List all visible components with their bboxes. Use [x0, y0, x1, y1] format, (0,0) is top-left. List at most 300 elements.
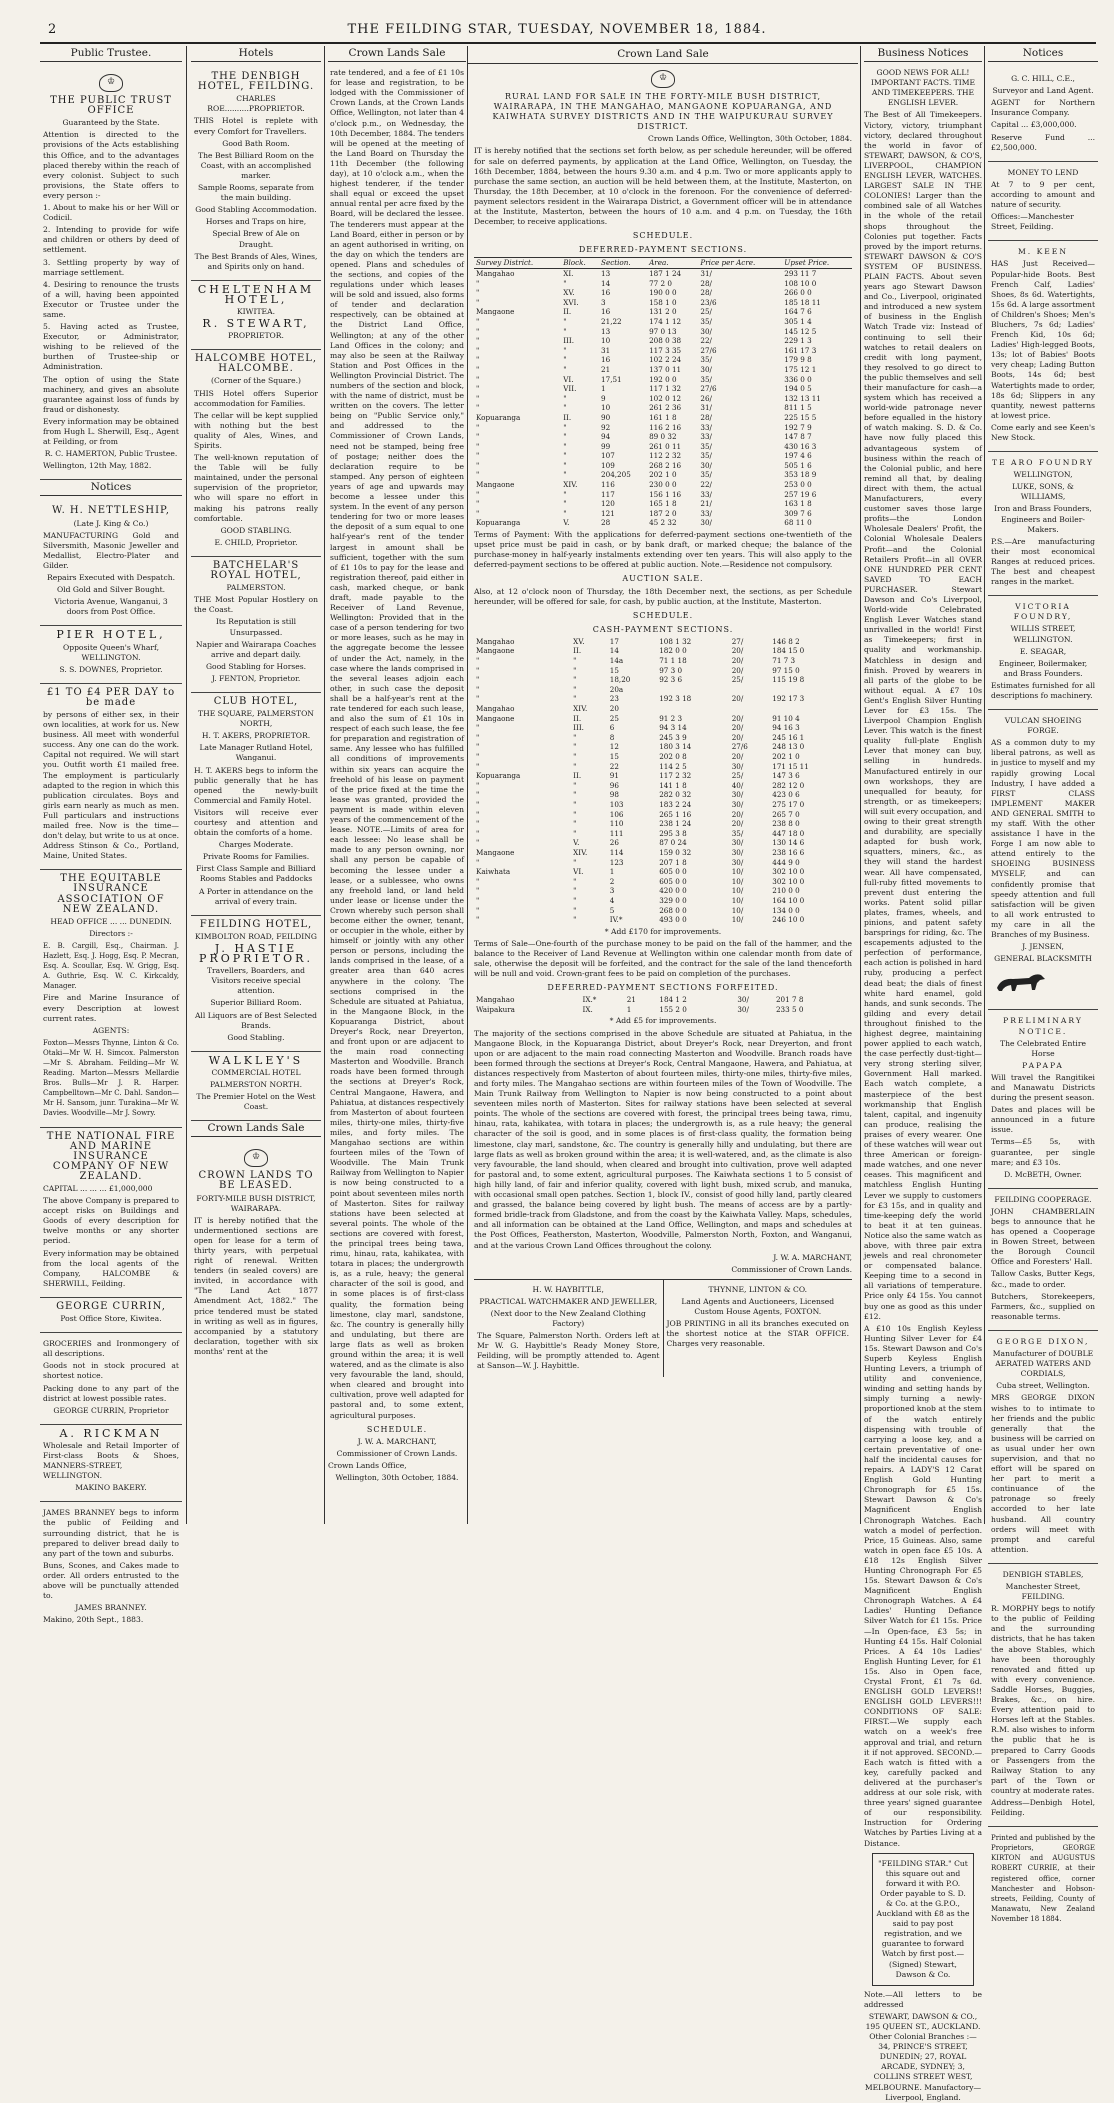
ad-line: Private Rooms for Families.: [202, 852, 310, 862]
table-row: [474, 666, 852, 676]
table-row: [474, 355, 852, 365]
horse-icon: [991, 970, 1051, 996]
table-cell: ": [476, 508, 480, 518]
table-cell: 192 3 18: [659, 694, 692, 704]
table-cell: 137 0 11: [649, 364, 682, 374]
table-cell: 187 1 24: [649, 269, 682, 278]
table-cell: 202 1 0: [772, 752, 800, 761]
table-cell: 204,205: [601, 470, 631, 480]
table-cell: VI.: [563, 374, 574, 384]
column-crown-lands: [324, 46, 469, 1524]
table-row: [474, 877, 852, 887]
table-cell: 106: [609, 809, 624, 819]
ad-body: Goods not in stock procured at shortest notice.: [43, 1361, 179, 1381]
groceries-ad: [40, 1333, 182, 1425]
table-cell: 21/: [700, 499, 712, 509]
ad-line: Special Brew of Ale on Draught.: [212, 229, 300, 249]
ad-body: Packing done to any part of the district at lowest possible rates.: [43, 1383, 179, 1403]
dixon-ad: [988, 1331, 1098, 1564]
table-cell: 164 10 0: [772, 895, 805, 905]
ad-owner: J. HASTIE: [214, 941, 298, 955]
table-cell: 94 16 3: [772, 723, 800, 733]
table-cell: 30/: [737, 995, 749, 1005]
table-cell: 25/: [731, 675, 744, 685]
table-cell: ": [563, 460, 567, 470]
ad-body: The Best of All Timekeepers. Victory, victory, triumphant victory, declared throughout the world in favor of STEWART, DAWSON, & CO'S, LIVERPOOL, CHAMPION ENGLISH LEVER, WATCHES. LARGEST SALE IN THE COLONIES! Larger than the combined sale of all Watches in the whole of the retail shops throughout the Colonies put together. Facts proved by the import returns. STEWART DAWSON & CO'S SYSTEM OF BUSINESS. PLAIN FACTS. About seven years ago Stewart Dawson and Co., Liverpool, originated and introduced a new system of business in the English Watch Trade viz: Instead of continuing to sell their watches to retail dealers on credit with long payment, they resolved to go direct to the public themselves and sell their manufacture for cash—a system which has received a world-wide patronage never before equalled in the history of watch making. S. D. & Co. have now fully placed this advantageous system of business within the reach of the Colonial public, and here remind all that, by dealing direct with them, the actual Manufacturers, every customer saves those large profits—the London Wholesale Dealers' Profit, the Colonial Wholesale Dealers Profit—and the Colonial Retailers Profit—in all OVER ONE HUNDRED PER CENT SAVED TO EACH PURCHASER. Stewart Dawson and Co's Liverpool, World-wide Celebrated English Lever Watches stand unrivalled in the world! First as Timekeepers; first in quality and workmanship. Matchless in design and finish. Proved by wearers in all parts of the globe to be without equal. A £7 10s Gent's English Silver Hunting Lever for £3 15s. The Liverpool Champion English Lever. This watch is the finest quality full-plate English Lever that money can buy, selling in hundreds. Manufactured entirely in our own workshops, they are unequalled for beauty, for strength, or as timekeepers; will suit every occupation, and owing to their great strength and durability, are specially adapted for bush work, squatters, miners, &c., as they will stand the hardest wear. All have compensated, full-ruby fitted movements to prevent dust entering the works. Patent solid pillar plates, frames, wheels, and pinions, and patent safety barsprings for riding, &c. The escapements adjusted to the perfection of performance, each action is polished in hard ruby, producing a perfect dead beat; the dials of finest white hard enamel, gold hands, and sunk seconds. The gilding and every detail throughout finished to the highest degree, maintaining power applied to each watch, the case perfectly dust-tight—very strong sterling silver, Government Hall marked. Each watch complete, a masterpiece of the best workmanship that English talent, capital, and ingenuity can produce, realising the praises of every wearer. One of these watches will wear out three American or foreign-made watches, and one never ceases. This magnificent and matchless English Hunting Lever we supply to customers for £3 15s, and in quality and time-keeping defy the world to beat it at ten guineas. Notice also the same watch as above, with three pair extra jewels and real chronometer or compensated balance. Keeping time to a second in all variations of temperature. Price only £4 15s. You cannot buy one as good as this under £12.: [864, 110, 982, 1321]
table-cell: 146 8 2: [772, 636, 800, 646]
table-cell: ": [573, 656, 577, 666]
table-cell: 20/: [731, 646, 744, 656]
victoria-foundry-ad: [988, 596, 1098, 710]
table-cell: 171 15 11: [772, 761, 809, 771]
ad-line: THIS Hotel is replete with every Comfort for Travellers.: [194, 116, 318, 136]
table-row: [474, 915, 852, 925]
table-cell: 77 2 0: [649, 278, 672, 288]
table-cell: 257 19 6: [784, 489, 817, 499]
table-cell: 28/: [700, 412, 712, 422]
rickman-ad: [40, 1425, 182, 1503]
table-cell: 147 8 7: [784, 432, 812, 442]
ad-signature: J. W. A. MARCHANT,: [773, 1252, 852, 1262]
ad-title: HALCOMBE HOTEL, HALCOMBE.: [194, 353, 318, 375]
table-cell: 161 1 8: [649, 412, 677, 422]
table-cell: 265 1 16: [659, 809, 692, 819]
table-cell: VI.: [573, 867, 584, 877]
ad-subtitle: CHARLES ROE..........PROPRIETOR.: [207, 94, 305, 114]
ad-line: PALMERSTON NORTH.: [209, 1079, 303, 1089]
ad-line: CAPITAL ... ... ... £1,000,000: [43, 1184, 153, 1193]
ad-note: Note.—All letters to be addressed: [864, 1989, 982, 2009]
table-cell: 194 0 5: [784, 384, 812, 394]
table-cell: XIV.: [573, 704, 588, 714]
ad-address: STEWART, DAWSON & CO., 195 QUEEN ST., AUCKLAND. Other Colonial Branches :— 34, PRINCE'S STREET, DUNEDIN; 27, ROYAL ARCADE, SYDNEY; 3, COLLINS STREET WEST, MELBOURNE. Manufactory—Liverpool, England.: [864, 2011, 982, 2102]
table-cell: ": [476, 761, 480, 771]
table-row: [474, 384, 852, 394]
order-coupon: [872, 1853, 974, 1986]
table-cell: 28/: [700, 278, 712, 288]
column-business-notices: [860, 46, 985, 2102]
ad-title: W. H. NETTLESHIP,: [52, 505, 170, 517]
table-cell: III.: [573, 723, 584, 733]
table-cell: 111: [609, 828, 624, 838]
table-cell: ": [563, 441, 567, 451]
table-cell: 275 17 0: [772, 799, 805, 809]
ad-line: PAPAPA: [1022, 1060, 1064, 1070]
ad-office: Crown Lands Office, Wellington, 30th October, 1884.: [648, 134, 852, 144]
table-cell: 22: [609, 761, 619, 771]
table-cell: 30/: [731, 838, 744, 848]
table-row: [474, 886, 852, 896]
table-cell: ": [573, 761, 577, 771]
table-row: [474, 451, 852, 461]
ad-body: The majority of the sections comprised in the above Schedule are situated at Pahiatua, in the Mangaone Block, in the Kopuaranga District, about Dreyer's Rock, near Dreyerton, and front upon or are adjacent to the main road connecting Masterton and Woodville. Branch roads have been formed through the sections at Dreyer's Rock, Central Mangaone, Hawera, and Pahiatua, at distances respectively from Masterton of about fourteen miles, thirty-one miles, thirty-five miles, and forty miles. The Mangahao sections are within fourteen miles of the Town of Woodville. The Main Trunk Railway from Wellington to Napier is now being constructed to a point about seventeen miles north of Masterton. Sites for railway stations have been selected at several points. The whole of the sections are covered with forest, the principal trees being tawa, rimu, hinau, rata, kahikatea, with totara in places; the undergrowth is, as a rule heavy; the general character of the soil is good, and in some places is of first-class quality, the formation being limestone, clay marl, sandstone, &c. The country is generally hilly and undulating, but there are large flats as well as broken ground within the area; it is well-watered, and, as the climate is also very favourable, the land should, when cleared and brought into cultivation, prove well adapted for pastoral and, to some extent, agricultural purposes. The Kaiwhata sections 1 to 5 consist of high hilly land, of fair and inferior quality, covered with light bush, mixed scrub, and manuka, with occasional small open patches. Section 1, block IV., consist of good hilly land, partly cleared and grassed, the balance being covered by light bush. The means of access are by a partly-formed bridle-track from Gladstone, and from the coast by the Kaiwhata Valley. Maps, schedules, and all information can be obtained at the Land Office, Wellington, and maps and schedules at the Post Offices, Featherston, Masterton, Woodville, Palmerston North, Foxton, and Wanganui, and at the various Crown Land Offices throughout the colony.: [474, 1028, 852, 1250]
ad-title: MONEY TO LEND: [1007, 167, 1079, 177]
table-cell: ": [563, 393, 567, 403]
table-cell: 248 13 0: [772, 742, 805, 752]
table-cell: 40/: [731, 780, 744, 790]
table-header: Block.: [561, 258, 599, 269]
masthead: [0, 22, 1114, 37]
table-cell: 175 12 1: [784, 364, 817, 374]
ad-body: The option of using the State machinery, and gives an absolute guarantee against loss of funds by fraud or dishonesty.: [43, 374, 179, 414]
table-cell: 27/: [731, 636, 744, 646]
table-cell: 184 15 0: [772, 646, 805, 656]
table-cell: ": [573, 684, 577, 694]
keen-ad: [988, 241, 1098, 452]
table-cell: 165 1 8: [649, 499, 677, 509]
ad-title: FEILDING HOTEL,: [199, 918, 313, 930]
table-row: [474, 637, 852, 647]
table-cell: 97 3 0: [659, 665, 683, 675]
ad-line: Its Reputation is still Unsurpassed.: [215, 617, 297, 637]
ad-line: Engineer, Boilermaker, and Brass Founders.: [998, 658, 1088, 678]
ad-title: VULCAN SHOEING FORGE.: [1004, 716, 1082, 736]
table-cell: 116: [601, 480, 615, 490]
ad-body: Also, at 12 o'clock noon of Thursday, the 18th December next, the sections, as per Schedule hereunder, will be offered for sale, for cash, by public auction, at the Institute, Masterton.: [474, 586, 852, 606]
table-header: Price per Acre.: [698, 258, 782, 269]
table-row: [474, 307, 852, 317]
trust-item-1: 1. About to make his or her Will or Codicil.: [43, 203, 179, 223]
table-cell: II.: [573, 713, 582, 723]
table-cell: V.: [563, 518, 570, 528]
table-cell: II.: [573, 771, 582, 781]
table-cell: 265 7 0: [772, 809, 800, 819]
table-cell: 147 3 6: [772, 771, 800, 781]
table-cell: 97 15 0: [772, 665, 800, 675]
table-cell: ": [573, 799, 577, 809]
ad-line: Dates and places will be announced in a future issue.: [991, 1105, 1095, 1135]
ad-title: GEORGE CURRIN,: [56, 1300, 166, 1312]
ad-signature: R. C. HAMERTON, Public Trustee.: [44, 449, 178, 459]
ad-subtitle: KIMBOLTON ROAD, FEILDING: [195, 931, 317, 941]
ad-office: Crown Lands Office,: [328, 1460, 407, 1470]
table-row: [474, 490, 852, 500]
ad-body: E. B. Cargill, Esq., Chairman. J. Hazlett, Esq. J. Hogg, Esq. P. Mecran, Esq. A. Scoullar, Esq. W. Grigg, Esq. A. Guthrie, Esq. W. C. Kirkcaldy, Manager.: [43, 941, 179, 991]
table-row: [474, 499, 852, 509]
ad-body: H. T. AKERS begs to inform the public generally that he has opened the newly-built Commercial and Family Hotel.: [194, 765, 318, 805]
ad-owner: E. SEAGAR,: [1019, 646, 1067, 656]
ad-line: The Premier Hotel on the West Coast.: [196, 1092, 316, 1112]
table-cell: 25: [609, 713, 619, 723]
ad-body: Every information may be obtained from Hugh L. Sherwill, Esq., Agent at Feilding, or from: [43, 416, 179, 447]
table-cell: ": [563, 489, 567, 499]
table-cell: ": [563, 326, 567, 336]
table-cell: 493 0 0: [659, 915, 687, 925]
table-cell: ": [476, 684, 480, 694]
table-row: [474, 848, 852, 858]
table-cell: Mangahao: [476, 995, 515, 1005]
ad-subtitle: WILLIS STREET, WELLINGTON.: [1010, 624, 1076, 644]
table-cell: ": [476, 451, 480, 461]
table-cell: 91 2 3: [659, 713, 683, 723]
table-row: [474, 327, 852, 337]
papapa-ad: [988, 1010, 1098, 1188]
table-cell: 134 0 0: [772, 905, 800, 915]
cooperage-ad: [988, 1189, 1098, 1331]
table-cell: ": [476, 905, 480, 915]
table-cell: ": [573, 876, 577, 886]
column-head: Hotels: [191, 46, 321, 62]
table-cell: IX.: [582, 1004, 593, 1014]
trust-item-3: 3. Settling property by way of marriage settlement.: [43, 257, 179, 277]
table-cell: 447 18 0: [772, 828, 805, 838]
column-head: Public Trustee.: [40, 46, 182, 62]
ad-body: MRS GEORGE DIXON wishes to to intimate to her friends and the public generally that the business will be carried on as usual under her own supervision, and that no effort will be spared on her part to merit a continuance of the patronage so freely accorded to her late husband. All country orders will meet with prompt and careful attention.: [991, 1393, 1095, 1554]
table-cell: 28/: [700, 288, 712, 298]
table-cell: 14: [601, 278, 611, 288]
table-header: Section.: [599, 258, 647, 269]
masthead-rule: [40, 42, 1096, 44]
table-cell: ": [563, 508, 567, 518]
ad-title: BATCHELAR'S ROYAL HOTEL,: [210, 559, 302, 582]
table-cell: Mangaone: [476, 480, 515, 490]
table-cell: 141 1 8: [659, 780, 687, 790]
table-cell: 12: [609, 742, 619, 752]
crest-icon: ♔: [244, 1149, 268, 1167]
table-cell: 22/: [700, 480, 712, 490]
table-note: * Add £170 for improvements.: [604, 926, 722, 936]
table-cell: 30/: [700, 460, 712, 470]
table-cell: 123: [609, 857, 624, 867]
table-cell: 117 2 32: [659, 771, 692, 781]
table-cell: 430 16 3: [784, 441, 817, 451]
table-cell: 115 19 8: [772, 675, 805, 685]
ad-subtitle: FORTY-MILE BUSH DISTRICT, WAIRARAPA.: [196, 1193, 316, 1213]
table-cell: 35/: [700, 441, 712, 451]
ad-title: CLUB HOTEL,: [213, 695, 299, 707]
ad-line: THIS Hotel offers Superior accommodation for Families.: [194, 388, 318, 408]
ad-subtitle: Surveyor and Land Agent.: [992, 86, 1094, 96]
table-cell: 605 0 0: [659, 876, 687, 886]
ad-subtitle: PALMERSTON.: [226, 583, 286, 593]
ad-subtitle: Opposite Queen's Wharf, WELLINGTON.: [62, 642, 159, 662]
table-cell: 27/6: [700, 384, 717, 394]
column-head: Crown Land Sale: [468, 46, 858, 64]
table-cell: 207 1 8: [659, 857, 687, 867]
table-cell: Kopuaranga: [476, 518, 521, 528]
table-cell: Waipakura: [476, 1004, 515, 1014]
table-cell: 91: [609, 771, 619, 781]
table-cell: 268 0 0: [659, 905, 687, 915]
table-cell: 92 3 6: [659, 675, 683, 685]
table-row: [474, 269, 852, 279]
table-cell: 117: [601, 489, 615, 499]
table-cell: Kopuaranga: [476, 412, 521, 422]
table-cell: 17,51: [601, 374, 622, 384]
table-cell: 96: [609, 780, 619, 790]
table-row: [474, 375, 852, 385]
table-cell: 20/: [731, 809, 744, 819]
table-cell: ": [563, 316, 567, 326]
ad-body: P.S.—Are manufacturing their most economical Ranges at reduced prices. The best and cheapest ranges in the market.: [991, 536, 1095, 587]
ad-line: Superior Billiard Room.: [210, 998, 302, 1008]
table-cell: 28: [601, 518, 611, 528]
table-cell: 20: [609, 704, 619, 714]
table-cell: ": [573, 732, 577, 742]
table-cell: 31: [601, 345, 611, 355]
ad-title: VICTORIA FOUNDRY,: [1013, 602, 1073, 622]
table-cell: ": [563, 355, 567, 365]
ad-subtitle: The Celebrated Entire Horse: [1000, 1038, 1086, 1058]
table-cell: 3: [601, 297, 606, 307]
table-cell: 10/: [731, 876, 744, 886]
table-row: [474, 838, 852, 848]
table-cell: 21: [626, 995, 636, 1005]
table-cell: 266 0 0: [784, 288, 812, 298]
ad-title: G. C. HILL, C.E.,: [1011, 74, 1075, 84]
ad-line: Offices:—Manchester Street, Feilding.: [991, 212, 1074, 232]
ad-line: GOOD STABLING.: [220, 525, 292, 535]
table-cell: 309 7 6: [784, 508, 812, 518]
column-crown-land-sale: [467, 46, 858, 1524]
table-cell: 185 18 11: [784, 297, 821, 307]
table-cell: 210 0 0: [772, 886, 800, 896]
table-cell: 71 7 3: [772, 656, 796, 666]
table-row: [474, 365, 852, 375]
ad-title: H. W. HAYBITTLE,: [532, 1284, 604, 1294]
table-row: [474, 733, 852, 743]
table-cell: 10/: [731, 895, 744, 905]
table-cell: ": [563, 470, 567, 480]
ad-signature: S. S. DOWNES, Proprietor.: [59, 664, 163, 674]
ad-title: DENBIGH STABLES,: [1002, 1569, 1084, 1579]
ad-signature: Commissioner of Crown Lands.: [336, 1448, 458, 1458]
table-cell: 68 11 0: [784, 518, 812, 528]
table-cell: ": [573, 857, 577, 867]
table-row: [474, 810, 852, 820]
schedule-title: SCHEDULE.: [632, 610, 694, 620]
table-cell: ": [573, 819, 577, 829]
table-cell: ": [476, 915, 480, 925]
table-cell: 10/: [731, 905, 744, 915]
table-cell: ": [476, 345, 480, 355]
crown-lease-ad: [191, 1143, 321, 1365]
table-cell: XIV.: [573, 847, 588, 857]
table-cell: 102 2 24: [649, 355, 682, 365]
coupon-text: "FEILDING STAR." Cut this square out and forward it with P.O. Order payable to S. D. & Co. at the G.P.O., Auckland with £8 as the said to pay post registration, and we guarantee to forward Watch by first post.—(Signed) Stewart, Dawson & Co.: [876, 1858, 970, 1979]
table-cell: 23/6: [700, 297, 717, 307]
ad-subtitle: HEAD OFFICE ... ... DUNEDIN.: [50, 916, 172, 926]
table-cell: 190 0 0: [649, 288, 677, 298]
ad-body: A £10 10s English Keyless Hunting Silver Lever for £4 15s. Stewart Dawson and Co's Superb Keyless English Hunting Levers, a triumph of utility and convenience, winding and setting hands by simply turning a newly-proportioned knob at the stem of the watch entirely dispensing with trouble of carrying a loose key, and a certain preventative of one-half the incidental causes for repairs. A LADY'S 12 Carat English Gold Hunting Chronograph for £5 15s. Stewart Dawson & Co's Magnificent English Chronograph Watches. Each watch a model of perfection. Price, 15 Guineas. Also, same watch in open face £5 10s. A £18 12s English Silver Hunting Chronograph For £5 15s. Stewart Dawson & Co's Magnificent English Chronograph Watches. A £4 Ladies' Hunting Defiance Silver Watch for £1 15s. Price—In Open-face, £3 5s; in Hunting £4 15s. Half Colonial Prices. A £4 10s Ladies' English Hunting Lever, for £1 15s. Also in Open face, Crystal Front, £1 7s 6d. ENGLISH GOLD LEVERS!! ENGLISH GOLD LEVERS!!! CONDITIONS OF SALE: FIRST.—We supply each watch on a week's free approval and trial, and return it if not approved. SECOND.—Each watch is fitted with a key, carefully packed and delivered at the purchaser's address at our sole risk, with three years' signed guarantee of our responsibility. Instruction for Ordering Watches by Parties Living at a Distance.: [864, 1323, 982, 1848]
denbigh-hotel-ad: [191, 68, 321, 281]
cash-payment-table: [474, 637, 852, 925]
ad-line: All Liquors are of Best Selected Brands.: [194, 1010, 318, 1030]
table-cell: 187 2 0: [649, 508, 677, 518]
table-cell: 21: [601, 364, 611, 374]
schedule-subtitle: CASH-PAYMENT SECTIONS.: [592, 624, 734, 634]
table-cell: 87 0 24: [659, 838, 687, 848]
column-head: Crown Lands Sale: [328, 46, 466, 62]
table-cell: 1: [626, 1004, 632, 1014]
table-row: [474, 1005, 852, 1015]
table-cell: ": [476, 723, 480, 733]
trust-item-5: 5. Having acted as Trustee, Executor, or Administrator, wishing to be relieved of the burthen of Trustee-ship or Administration.: [43, 322, 179, 372]
table-cell: 444 9 0: [772, 857, 800, 867]
table-row: [474, 829, 852, 839]
table-cell: 202 1 0: [649, 470, 677, 480]
table-cell: 225 15 5: [784, 412, 817, 422]
table-header: Area.: [647, 258, 698, 269]
ad-body: R. MORPHY begs to notify to the public of Feilding and the surrounding districts, that he has taken the above Stables, which have been thoroughly renovated and fitted up with every convenience. Saddle Horses, Buggies, Brakes, &c., on hire. Every attention paid to Horses left at the Stables. R.M. also wishes to inform the public that he is prepared to Carry Goods or Passengers from the Railway Station to any part of the Town or country at moderate rates.: [991, 1604, 1095, 1795]
table-row: [474, 509, 852, 519]
table-cell: 130 14 6: [772, 838, 805, 848]
ad-line: Reserve Fund ... £2,500,000.: [991, 132, 1095, 152]
table-cell: 114 2 5: [659, 761, 687, 771]
imprint-text: Printed and published by the Proprietors, GEORGE KIRTON and AUGUSTUS ROBERT CURRIE, at their registered office, corner Manchester and Hobson-streets, Feilding, County of Manawatu, New Zealand November 18 1884.: [991, 1834, 1095, 1923]
table-cell: 16: [601, 307, 611, 317]
forfeit-head: DEFERRED-PAYMENT SECTIONS FORFEITED.: [547, 983, 779, 993]
table-row: [474, 995, 852, 1005]
ad-line: Good Bath Room.: [222, 138, 290, 148]
money-ad: [988, 162, 1098, 242]
ad-title: WALKLEY'S: [208, 1053, 304, 1067]
vulcan-ad: [988, 710, 1098, 1010]
table-cell: ": [563, 345, 567, 355]
te-aro-ad: [988, 452, 1098, 596]
table-cell: [730, 685, 771, 695]
table-cell: 183 2 24: [659, 799, 692, 809]
table-cell: 20a: [609, 684, 624, 694]
table-cell: ": [476, 732, 480, 742]
schedule-title: SCHEDULE.: [632, 231, 694, 241]
ad-line: (Next door to the New Zealand Clothing Factory): [490, 1308, 646, 1329]
table-row: [474, 423, 852, 433]
table-cell: ": [476, 828, 480, 838]
table-cell: 20/: [731, 713, 744, 723]
table-cell: Kopuaranga: [476, 771, 521, 781]
table-cell: 117 3 35: [649, 345, 682, 355]
ad-body: HAS Just Received—Popular-hide Boots. Best French Calf, Ladies' Shoes, 8s 6d. Watertights, 15s 6d. A large assortment of Children's Shoes; Men's Bluchers, 7s 6d; Ladies' French Kid, 10s 6d; Ladies' High-legged Boots, 13s; lot of Babies' Boots very cheap; Lading Button Boots, 14s 6d; best Watertights made to order, 18s 6d; Slippers in any quantity, newest patterns at lowest price.: [991, 259, 1095, 420]
table-cell: 18,20: [609, 675, 631, 685]
table-cell: 20/: [731, 732, 744, 742]
table-cell: 192 7 9: [784, 422, 812, 432]
ad-title: A. RICKMAN: [59, 1426, 163, 1440]
table-cell: 246 10 0: [772, 915, 805, 925]
equitable-ad: [40, 870, 182, 1127]
ad-line: Old Gold and Silver Bought.: [56, 585, 166, 595]
ad-body: JOB PRINTING in all its branches executed on the shortest notice at the STAR OFFICE. Charges very reasonable.: [666, 1319, 849, 1349]
ad-subtitle: COMMERCIAL HOTEL: [211, 1067, 301, 1077]
ad-body: The above Company is prepared to accept risks on Buildings and Goods of every description for twelve months or any shorter period.: [43, 1196, 179, 1246]
table-cell: Kaiwhata: [476, 867, 511, 877]
table-cell: 605 0 0: [659, 867, 687, 877]
ad-body: JOHN CHAMBERLAIN begs to announce that he has opened a Cooperage in Bowen Street, between the Borough Council Office and Foresters' Hall.: [991, 1206, 1095, 1267]
pier-hotel-ad: [40, 626, 182, 683]
table-cell: XI.: [563, 269, 574, 278]
column-head: Business Notices: [864, 46, 982, 62]
table-cell: 261 2 36: [649, 403, 682, 413]
ad-line: Terms—£5 5s, with guarantee, per single mare; and £3 10s.: [991, 1137, 1095, 1167]
table-cell: ": [476, 694, 480, 704]
table-cell: ": [476, 278, 480, 288]
table-cell: 2: [609, 876, 615, 886]
ad-date: Wellington, 12th May, 1882.: [43, 461, 152, 471]
ad-line: The Best Billiard Room on the Coast, with an accomplished marker.: [198, 150, 314, 180]
ad-title: GOOD NEWS FOR ALL! IMPORTANT FACTS. TIME AND TIMEKEEPERS. THE ENGLISH LEVER.: [870, 68, 976, 108]
national-ad: [40, 1128, 182, 1298]
ad-owner: H. T. AKERS, PROPRIETOR.: [201, 731, 311, 741]
table-cell: 336 0 0: [784, 374, 812, 384]
table-cell: 30/: [731, 847, 744, 857]
table-cell: 30/: [700, 518, 712, 528]
table-cell: 811 1 5: [784, 403, 812, 413]
column-notices: [984, 46, 1101, 1923]
table-cell: ": [476, 355, 480, 365]
table-cell: ": [476, 489, 480, 499]
table-cell: 103: [609, 799, 624, 809]
table-cell: ": [563, 403, 567, 413]
